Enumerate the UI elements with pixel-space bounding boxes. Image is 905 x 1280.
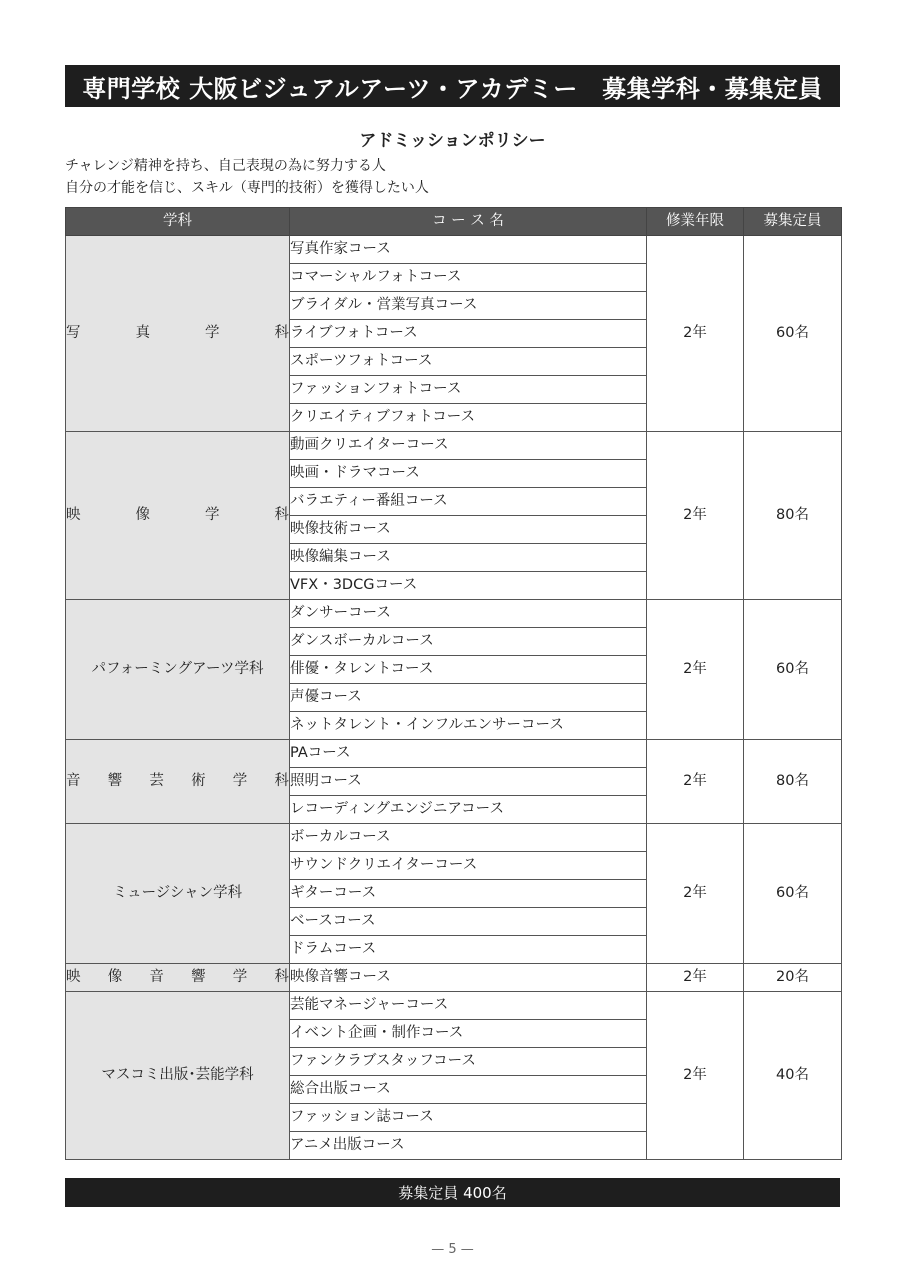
table-row	[66, 740, 842, 768]
admission-policy-line: 自分の才能を信じ、スキル（専門的技術）を獲得したい人	[65, 180, 429, 196]
header-course: コ ー ス 名	[290, 208, 647, 236]
course-name: アニメ出版コース	[290, 1132, 647, 1160]
table-row	[66, 432, 842, 460]
department-name: ミュージシャン学科	[66, 824, 290, 964]
course-name: イベント企画・制作コース	[290, 1020, 647, 1048]
course-name: ブライダル・営業写真コース	[290, 292, 647, 320]
capacity: 40名	[744, 992, 842, 1160]
table-row	[66, 600, 842, 628]
header-department: 学科	[66, 208, 290, 236]
capacity: 60名	[744, 824, 842, 964]
table-row	[66, 824, 842, 852]
study-years: 2年	[647, 992, 744, 1160]
page-number: — 5 —	[431, 1242, 474, 1257]
course-name: ライブフォトコース	[290, 320, 647, 348]
department-name: 映像音響学科	[66, 964, 290, 992]
course-name: ダンスボーカルコース	[290, 628, 647, 656]
capacity: 60名	[744, 600, 842, 740]
course-name: ボーカルコース	[290, 824, 647, 852]
course-name: ファッションフォトコース	[290, 376, 647, 404]
course-name: 動画クリエイターコース	[290, 432, 647, 460]
table-header-row	[66, 208, 842, 236]
course-table-body	[66, 236, 842, 1160]
admission-policy-title: アドミッションポリシー	[359, 131, 546, 151]
total-capacity: 募集定員 400名	[65, 1178, 840, 1207]
course-name: 映像音響コース	[290, 964, 647, 992]
study-years: 2年	[647, 236, 744, 432]
course-name: 映画・ドラマコース	[290, 460, 647, 488]
study-years: 2年	[647, 824, 744, 964]
course-name: サウンドクリエイターコース	[290, 852, 647, 880]
course-name: ダンサーコース	[290, 600, 647, 628]
course-name: レコーディングエンジニアコース	[290, 796, 647, 824]
capacity: 80名	[744, 432, 842, 600]
table-row	[66, 992, 842, 1020]
admission-policy-line: チャレンジ精神を持ち、自己表現の為に努力する人	[65, 158, 386, 174]
course-table	[65, 207, 842, 1160]
course-name: ベースコース	[290, 908, 647, 936]
course-name: ファッション誌コース	[290, 1104, 647, 1132]
capacity: 80名	[744, 740, 842, 824]
department-name: マスコミ出版･芸能学科	[66, 992, 290, 1160]
study-years: 2年	[647, 432, 744, 600]
course-name: バラエティー番組コース	[290, 488, 647, 516]
department-name: 音響芸術学科	[66, 740, 290, 824]
table-row	[66, 964, 842, 992]
course-name: 映像技術コース	[290, 516, 647, 544]
capacity: 60名	[744, 236, 842, 432]
department-name: パフォーミングアーツ学科	[66, 600, 290, 740]
department-name: 映像学科	[66, 432, 290, 600]
course-name: 総合出版コース	[290, 1076, 647, 1104]
course-name: 芸能マネージャーコース	[290, 992, 647, 1020]
course-name: 照明コース	[290, 768, 647, 796]
table-row	[66, 236, 842, 264]
course-name: コマーシャルフォトコース	[290, 264, 647, 292]
study-years: 2年	[647, 964, 744, 992]
study-years: 2年	[647, 740, 744, 824]
course-name: 映像編集コース	[290, 544, 647, 572]
course-name: ギターコース	[290, 880, 647, 908]
course-name: スポーツフォトコース	[290, 348, 647, 376]
course-name: ファンクラブスタッフコース	[290, 1048, 647, 1076]
header-capacity: 募集定員	[744, 208, 842, 236]
course-name: ドラムコース	[290, 936, 647, 964]
department-name: 写真学科	[66, 236, 290, 432]
capacity: 20名	[744, 964, 842, 992]
page-title: 専門学校 大阪ビジュアルアーツ・アカデミー 募集学科・募集定員	[65, 65, 840, 107]
course-name: 俳優・タレントコース	[290, 656, 647, 684]
header-years: 修業年限	[647, 208, 744, 236]
course-name: 写真作家コース	[290, 236, 647, 264]
course-name: 声優コース	[290, 684, 647, 712]
course-name: ネットタレント・インフルエンサーコース	[290, 712, 647, 740]
study-years: 2年	[647, 600, 744, 740]
course-name: VFX・3DCGコース	[290, 572, 647, 600]
course-name: PAコース	[290, 740, 647, 768]
course-name: クリエイティブフォトコース	[290, 404, 647, 432]
